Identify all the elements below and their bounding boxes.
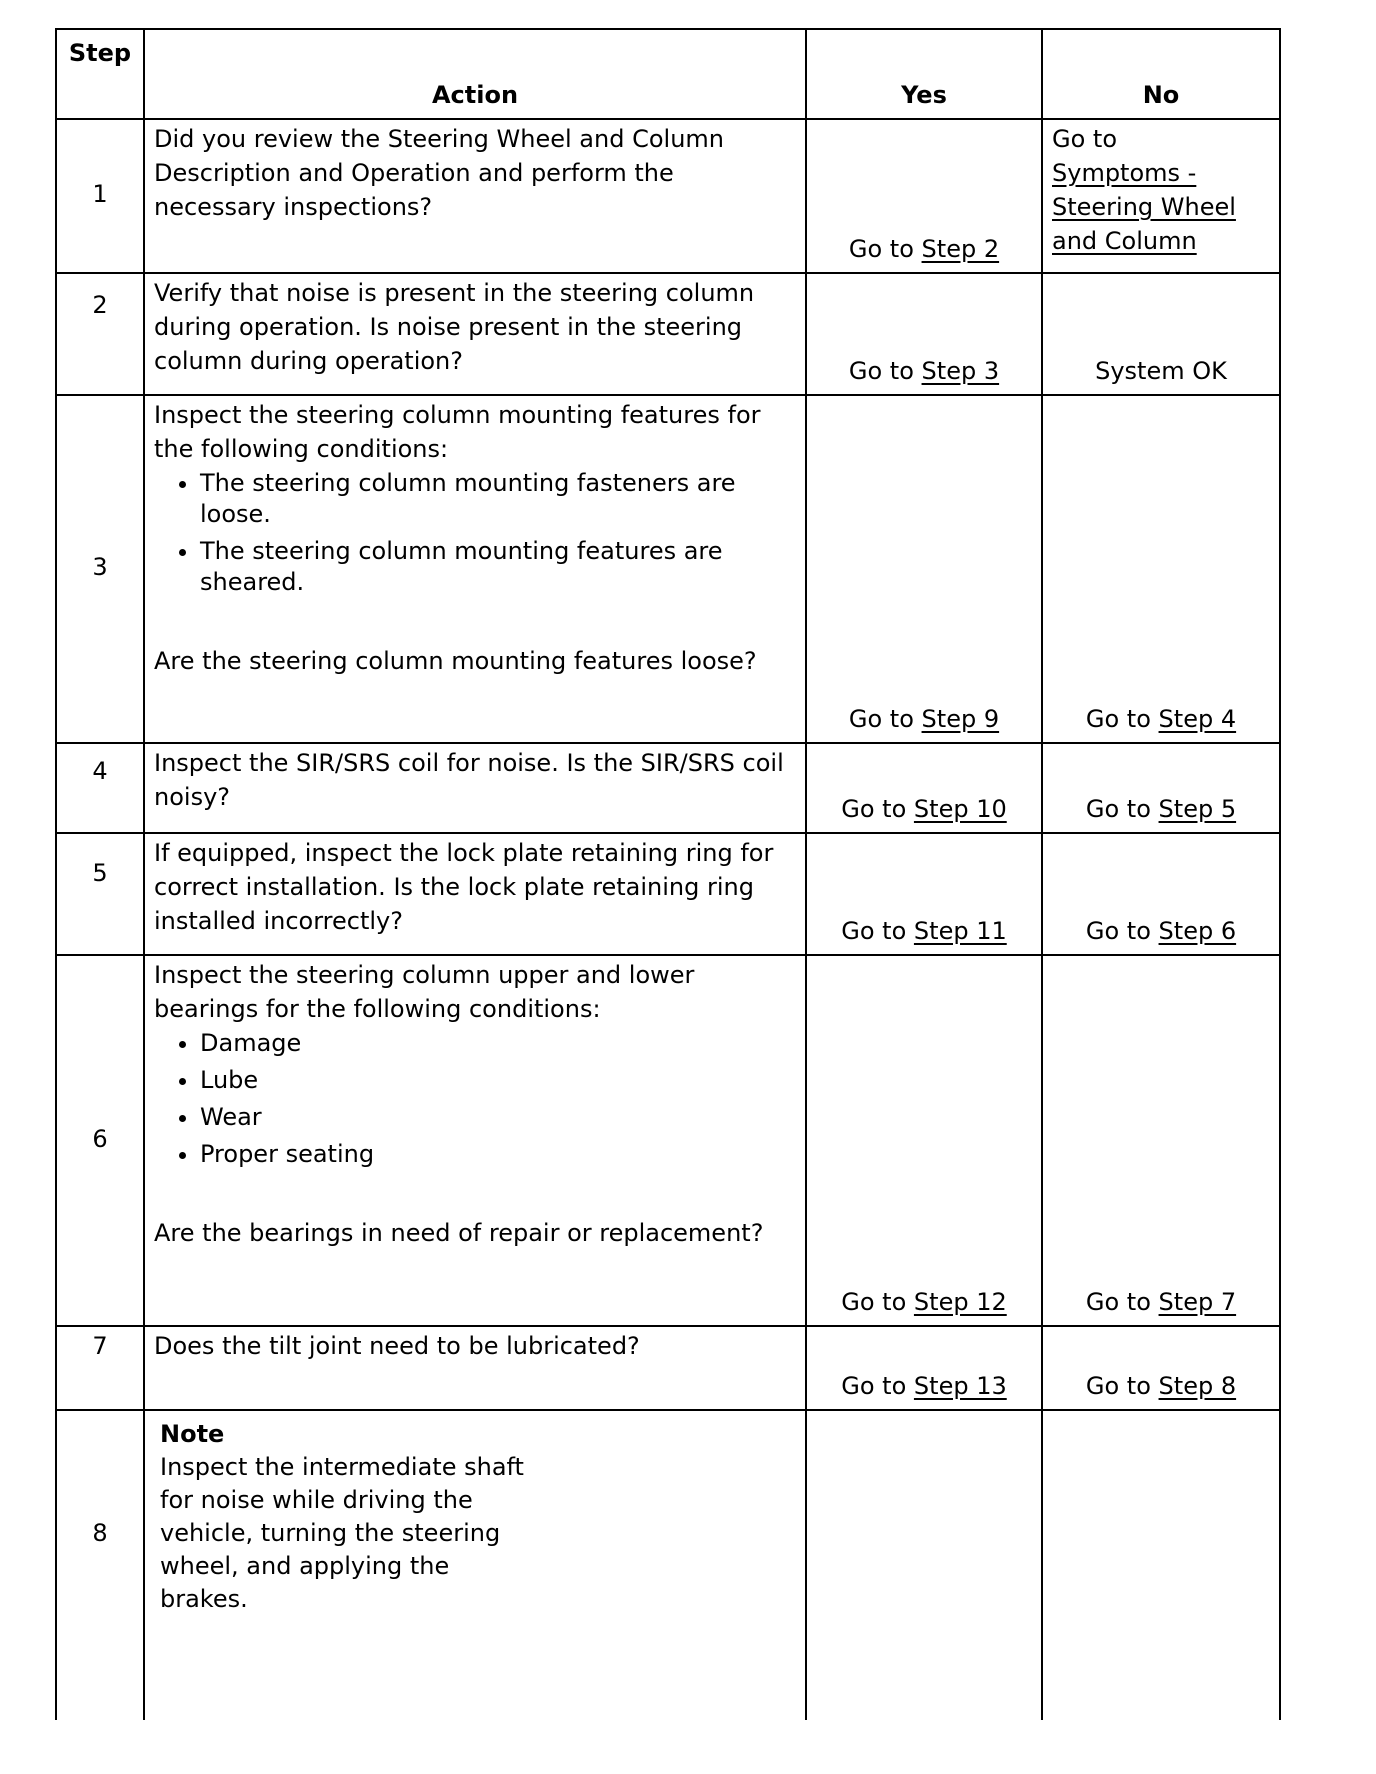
goto-label: Go to: [841, 795, 907, 823]
condition-list: [154, 1028, 796, 1170]
action-text: Inspect the steering column mounting features for the following conditions:: [154, 401, 761, 463]
step-number: 2: [56, 273, 144, 395]
step-link[interactable]: Step 3: [921, 357, 1000, 385]
step-link[interactable]: Step 7: [1158, 1288, 1237, 1316]
goto-label: Go to: [848, 235, 914, 263]
step-link[interactable]: Step 2: [921, 235, 1000, 263]
action-text: If equipped, inspect the lock plate retaining ring for correct installation. Is the lock plate retaining ring installed incorrectly?: [144, 833, 806, 955]
yes-cell: [806, 273, 1042, 395]
goto-label: Go to: [841, 1288, 907, 1316]
goto-label: Go to: [1085, 795, 1151, 823]
yes-cell: [806, 119, 1042, 273]
goto-label: Go to: [841, 1372, 907, 1400]
no-cell: [1042, 743, 1280, 833]
no-cell: [1042, 833, 1280, 955]
step-number: 6: [56, 955, 144, 1326]
table-row: [56, 955, 1280, 1326]
no-cell: [1042, 1326, 1280, 1410]
table-row: [56, 743, 1280, 833]
step-link[interactable]: Step 11: [913, 917, 1007, 945]
table-row: [56, 833, 1280, 955]
goto-label: Go to: [1085, 1372, 1151, 1400]
step-link[interactable]: Step 4: [1158, 705, 1237, 733]
header-row: [56, 29, 1280, 119]
table-row: [56, 1326, 1280, 1410]
action-text: Inspect the steering column upper and lower bearings for the following conditions:: [154, 961, 695, 1023]
no-cell: System OK: [1042, 273, 1280, 395]
list-item: • Proper seating: [200, 1139, 796, 1170]
yes-cell: [806, 1326, 1042, 1410]
goto-label: Go to: [841, 917, 907, 945]
step-number: 1: [56, 119, 144, 273]
action-question: Are the bearings in need of repair or replacement?: [154, 1219, 764, 1247]
header-yes: Yes: [806, 29, 1042, 119]
list-item: • Lube: [200, 1065, 796, 1096]
action-text: Does the tilt joint need to be lubricated?: [144, 1326, 806, 1410]
yes-cell: [806, 395, 1042, 743]
yes-cell: [806, 743, 1042, 833]
step-link[interactable]: Step 6: [1158, 917, 1237, 945]
step-number: 7: [56, 1326, 144, 1410]
symptoms-link[interactable]: Symptoms - Steering Wheel and Column: [1052, 159, 1236, 255]
action-text: Inspect the SIR/SRS coil for noise. Is the SIR/SRS coil noisy?: [144, 743, 806, 833]
note-label: Note: [160, 1420, 225, 1448]
list-item: • Wear: [200, 1102, 796, 1133]
no-cell: [1042, 1410, 1280, 1720]
action-cell: [144, 395, 806, 743]
header-action: Action: [144, 29, 806, 119]
step-link[interactable]: Step 5: [1158, 795, 1237, 823]
yes-cell: [806, 955, 1042, 1326]
action-cell: [144, 1410, 806, 1720]
step-link[interactable]: Step 9: [921, 705, 1000, 733]
table-row: [56, 273, 1280, 395]
action-cell: [144, 955, 806, 1326]
step-number: 4: [56, 743, 144, 833]
diagnostic-table: [55, 28, 1281, 1720]
header-step: Step: [56, 29, 144, 119]
goto-label: Go to: [1085, 1288, 1151, 1316]
goto-label: Go to: [1052, 125, 1118, 153]
table-row: [56, 395, 1280, 743]
no-cell: [1042, 395, 1280, 743]
table-row: [56, 119, 1280, 273]
table-row: [56, 1410, 1280, 1720]
step-link[interactable]: Step 12: [913, 1288, 1007, 1316]
list-item: • The steering column mounting features are sheared.: [200, 536, 796, 598]
step-link[interactable]: Step 13: [913, 1372, 1007, 1400]
list-item: • The steering column mounting fasteners are loose.: [200, 468, 796, 530]
goto-label: Go to: [1085, 705, 1151, 733]
note-text: Inspect the intermediate shaft for noise while driving the vehicle, turning the steering wheel, and applying the brakes.: [160, 1453, 524, 1613]
yes-cell: [806, 833, 1042, 955]
condition-list: [154, 468, 796, 598]
step-number: 3: [56, 395, 144, 743]
no-cell: [1042, 119, 1280, 273]
no-cell: [1042, 955, 1280, 1326]
action-question: Are the steering column mounting features loose?: [154, 647, 757, 675]
step-link[interactable]: Step 10: [913, 795, 1007, 823]
step-number: 8: [56, 1410, 144, 1720]
step-link[interactable]: Step 8: [1158, 1372, 1237, 1400]
goto-label: Go to: [1085, 917, 1151, 945]
goto-label: Go to: [848, 357, 914, 385]
step-number: 5: [56, 833, 144, 955]
goto-label: Go to: [848, 705, 914, 733]
action-text: Verify that noise is present in the steering column during operation. Is noise present in the steering column during operation?: [144, 273, 806, 395]
list-item: • Damage: [200, 1028, 796, 1059]
header-no: No: [1042, 29, 1280, 119]
action-text: Did you review the Steering Wheel and Column Description and Operation and perform the necessary inspections?: [144, 119, 806, 273]
yes-cell: [806, 1410, 1042, 1720]
